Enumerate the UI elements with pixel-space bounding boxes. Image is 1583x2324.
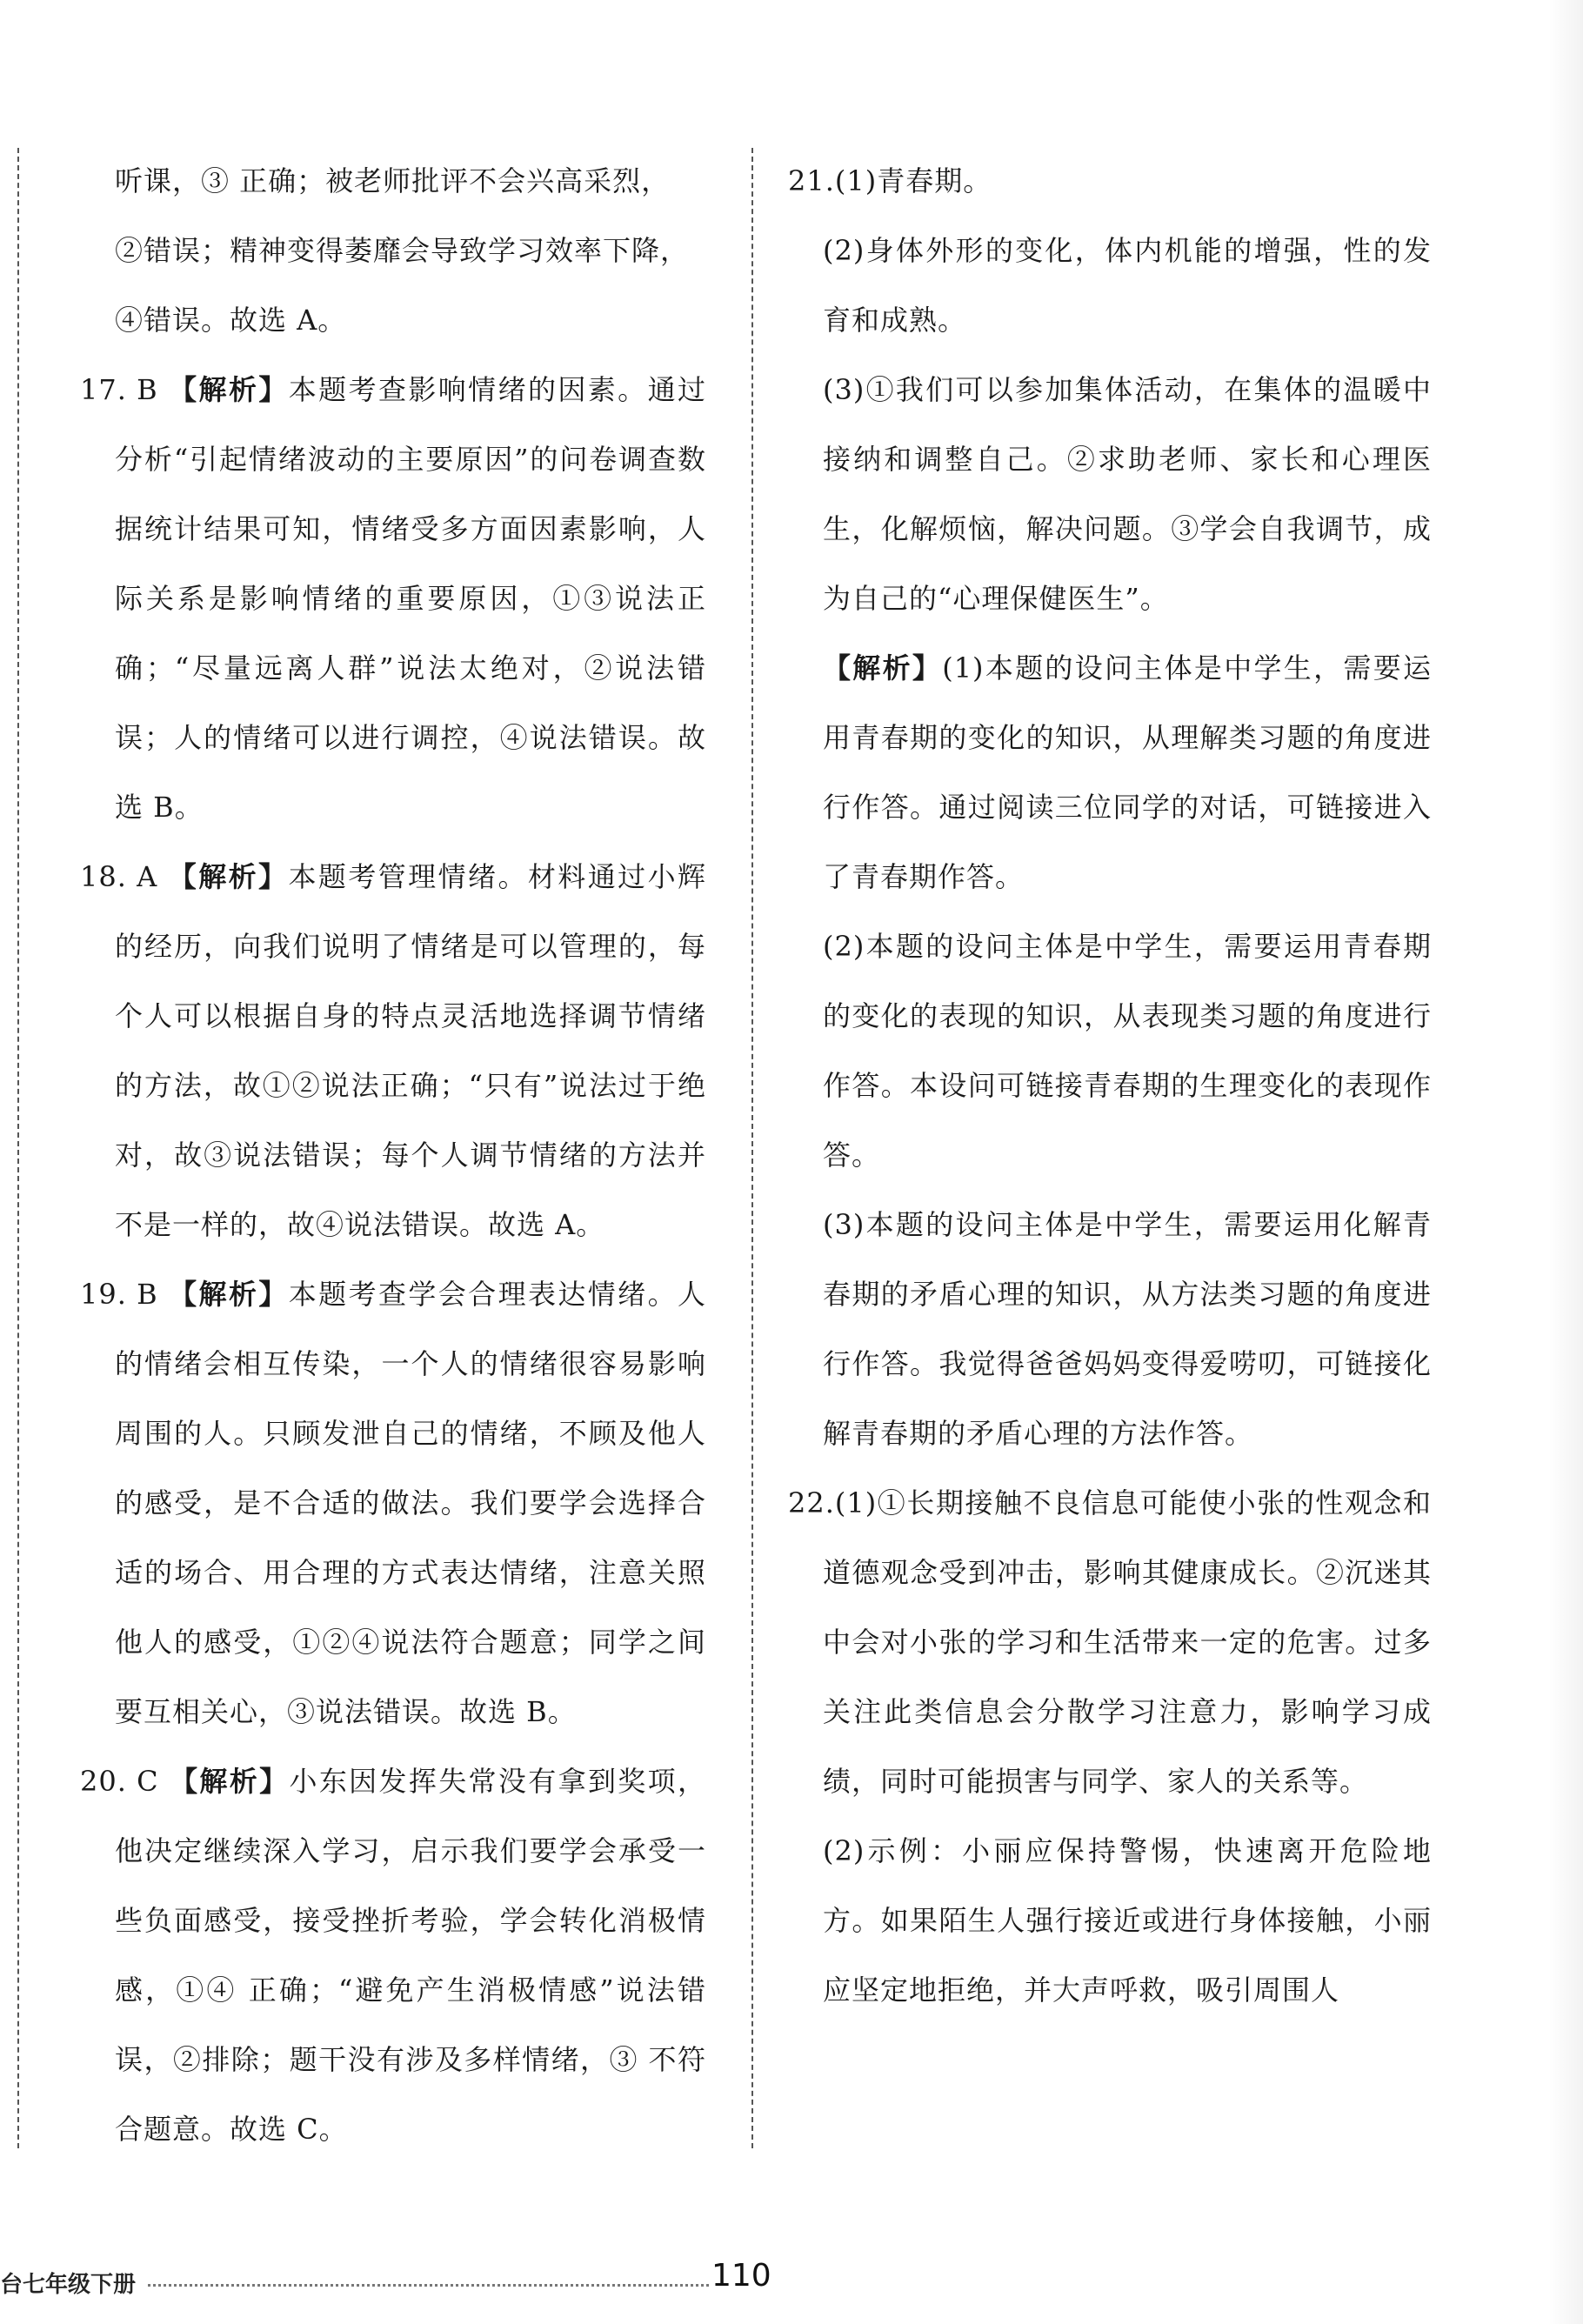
answer-20-text: 小东因发挥失常没有拿到奖项，他决定继续深入学习，启示我们要学会承受一些负面感受，接受挫折考验，学会转化消极情感，①④ 正确；“避免产生消极情感”说法错误，②排除；题干没有涉及多样情绪，③ 不符合题意。故选 C。 (115, 1765, 706, 2146)
answer-17-number: 17. B (80, 373, 158, 406)
answer-21-analysis-tag: 【解析】 (823, 651, 943, 685)
answer-20-analysis-tag: 【解析】 (170, 1765, 290, 1798)
answer-21-analysis-2: (2)本题的设问主体是中学生，需要运用青春期的变化的表现的知识，从表现类习题的角度进行作答。本设问可链接青春期的生理变化的表现作答。 (823, 930, 1432, 1172)
answer-20 (80, 1746, 706, 2164)
answer-22-number: 22. (788, 1486, 835, 1519)
footer-dotted-leader (148, 2284, 709, 2287)
answer-21-number: 21. (788, 164, 835, 197)
answer-21-analysis-3: (3)本题的设问主体是中学生，需要运用化解青春期的矛盾心理的知识，从方法类习题的角度进行作答。我觉得爸爸妈妈变得爱唠叨，可链接化解青春期的矛盾心理的方法作答。 (823, 1208, 1432, 1450)
book-label: 台七年级下册 (0, 2272, 137, 2298)
answer-21-part-2: (2)身体外形的变化，体内机能的增强，性的发育和成熟。 (823, 234, 1432, 337)
answer-20-number: 20. C (80, 1765, 159, 1798)
answer-17-analysis-tag: 【解析】 (169, 373, 289, 406)
answer-18-analysis-tag: 【解析】 (168, 860, 289, 893)
answer-22-part-1 (788, 1468, 1432, 1816)
answer-22-part-1-text: (1)①长期接触不良信息可能使小张的性观念和道德观念受到冲击，影响其健康成长。②沉迷其中会对小张的学习和生活带来一定的危害。过多关注此类信息会分散学习注意力，影响学习成绩，同时可能损害与同学、家人的关系等。 (823, 1486, 1432, 1798)
answer-21-analysis-1-text: (1)本题的设问主体是中学生，需要运用青春期的变化的知识，从理解类习题的角度进行作答。通过阅读三位同学的对话，可链接进入了青春期作答。 (823, 651, 1432, 893)
q16-line-3: ④错误。故选 A。 (115, 304, 347, 337)
answer-18-number: 18. A (80, 860, 158, 893)
left-column (80, 146, 706, 2164)
answer-21-part-1 (788, 146, 1432, 216)
answer-17-text: 本题考查影响情绪的因素。通过分析“引起情绪波动的主要原因”的问卷调查数据统计结果可知，情绪受多方面因素影响，人际关系是影响情绪的重要原因，①③说法正确；“尽量远离人群”说法太绝对，②说法错误；人的情绪可以进行调控，④说法错误。故选 B。 (115, 373, 706, 824)
q16-line-1: 听课，③ 正确；被老师批评不会兴高采烈， (115, 164, 671, 197)
answer-19-text: 本题考查学会合理表达情绪。人的情绪会相互传染，一个人的情绪很容易影响周围的人。只顾发泄自己的情绪，不顾及他人的感受，是不合适的做法。我们要学会选择合适的场合、用合理的方式表达情绪，注意关照他人的感受，①②④说法符合题意；同学之间要互相关心，③说法错误。故选 B。 (115, 1278, 706, 1728)
answer-17 (80, 355, 706, 842)
left-margin-dashed-line (17, 148, 19, 2148)
right-column (788, 146, 1432, 2025)
answer-21-part-1-text: (1)青春期。 (834, 164, 992, 197)
page-number: 110 (711, 2258, 771, 2294)
column-divider-dashed-line (751, 148, 753, 2148)
answer-18 (80, 842, 706, 1259)
answer-19-analysis-tag: 【解析】 (169, 1278, 289, 1311)
q16-continuation (80, 146, 706, 355)
answer-22-part-2: (2)示例：小丽应保持警惕，快速离开危险地方。如果陌生人强行接近或进行身体接触，小丽应坚定地拒绝，并大声呼救，吸引周围人 (823, 1834, 1432, 2007)
answer-19-number: 19. B (80, 1278, 158, 1311)
answer-21-part-3: (3)①我们可以参加集体活动，在集体的温暖中接纳和调整自己。②求助老师、家长和心理医生，化解烦恼，解决问题。③学会自我调节，成为自己的“心理保健医生”。 (823, 373, 1432, 615)
answer-19 (80, 1259, 706, 1746)
page-edge-shadow (1548, 0, 1583, 2324)
answer-18-text: 本题考管理情绪。材料通过小辉的经历，向我们说明了情绪是可以管理的，每个人可以根据自身的特点灵活地选择调节情绪的方法，故①②说法正确；“只有”说法过于绝对，故③说法错误；每个人调节情绪的方法并不是一样的，故④说法错误。故选 A。 (115, 860, 706, 1241)
answer-21-analysis-1 (788, 633, 1432, 912)
q16-line-2: ②错误；精神变得萎靡会导致学习效率下降， (115, 234, 690, 267)
